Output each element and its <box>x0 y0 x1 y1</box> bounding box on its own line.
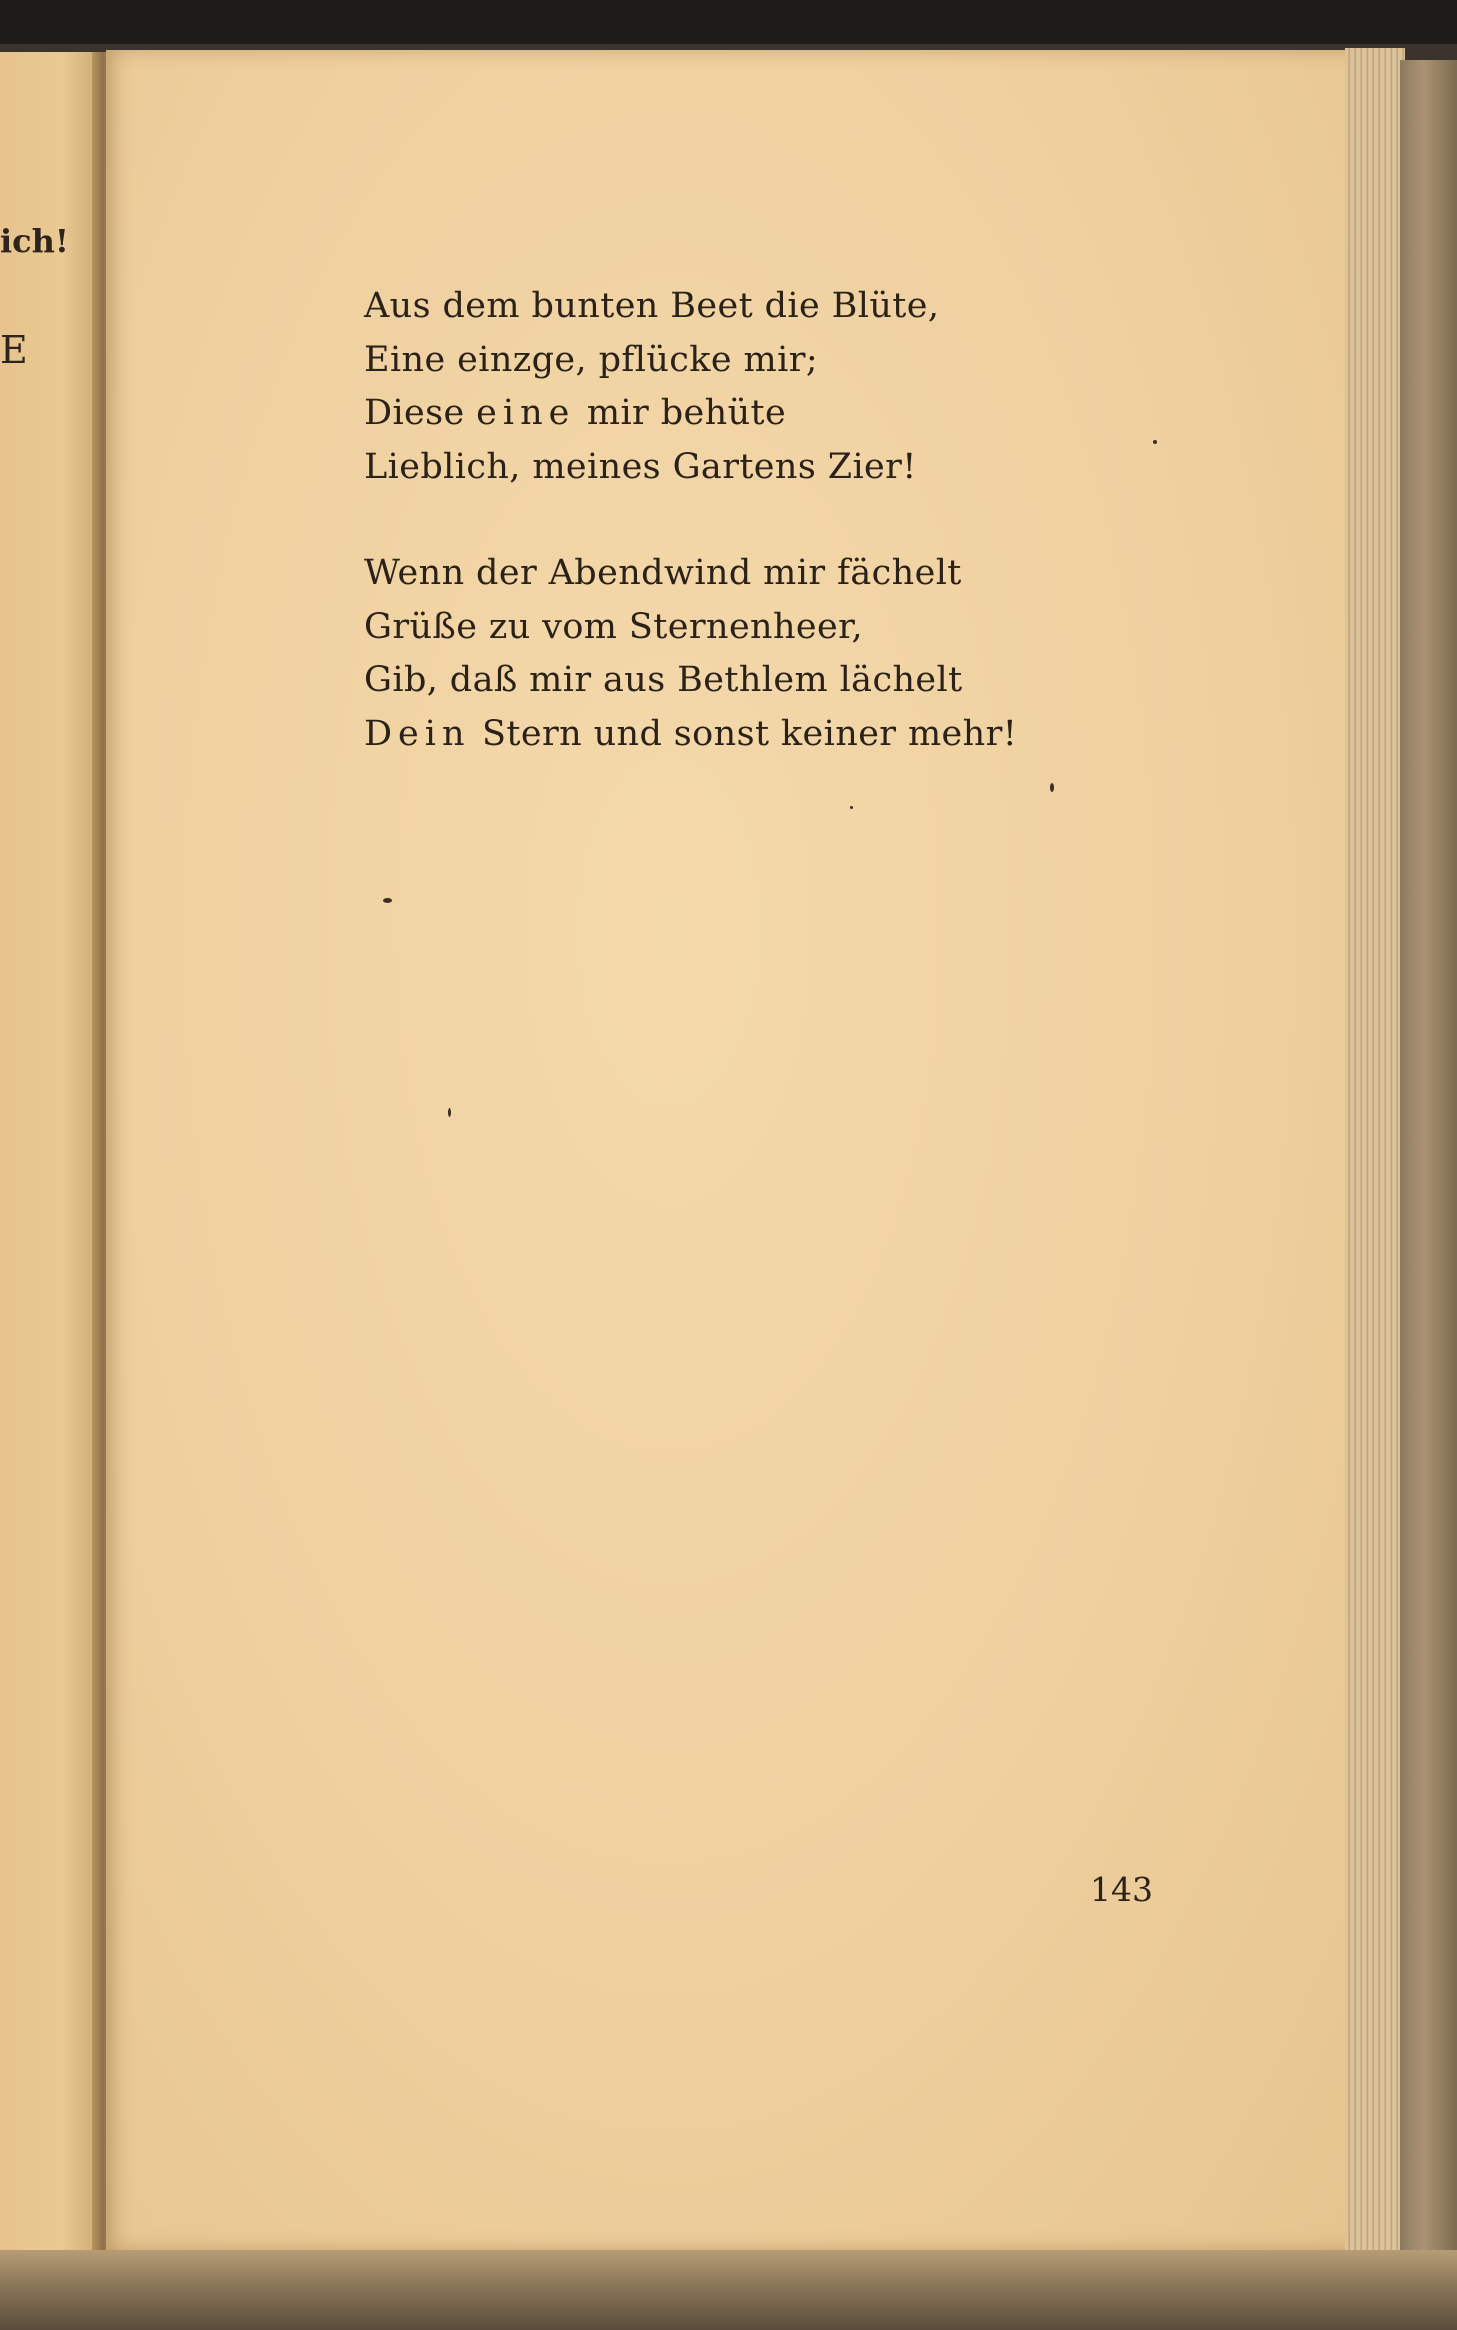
poem-line: Grüße zu vom Sternenheer, <box>364 606 863 647</box>
book-cover-edge <box>1400 60 1457 2300</box>
emphasized-word: eine <box>476 393 576 433</box>
left-page-fragment-second: E <box>0 328 28 372</box>
book-cover-bottom <box>0 2250 1457 2330</box>
poem-line <box>364 387 939 441</box>
page-edges <box>1345 48 1405 2258</box>
poem-line: Gib, daß mir aus Bethlem lächelt <box>364 660 963 700</box>
poem-line <box>364 708 1017 762</box>
paper-speck <box>1050 783 1054 792</box>
poem-line: Eine einzge, pflücke mir; <box>364 339 819 380</box>
poem-line-text: Diese <box>364 393 477 433</box>
paper-speck <box>383 898 392 903</box>
poem-line-text: mir behüte <box>575 393 787 433</box>
left-page-fragment-top: ich! <box>0 222 69 260</box>
poem-line: Wenn der Abendwind mir fächelt <box>364 553 962 593</box>
poem-stanza-1 <box>364 280 939 494</box>
poem-line: Lieblich, meines Gartens Zier! <box>364 446 917 487</box>
left-page <box>0 52 104 2257</box>
poem-line-text: Stern und sonst keiner mehr! <box>470 713 1018 754</box>
page-number: 143 <box>1090 1870 1153 1909</box>
paper-speck <box>850 806 853 809</box>
poem-stanza-2 <box>364 547 1017 761</box>
poem-line: Aus dem bunten Beet die Blüte, <box>364 286 940 326</box>
emphasized-word: Dein <box>364 713 471 754</box>
scan-background-top <box>0 0 1457 44</box>
paper-speck <box>1153 440 1157 444</box>
paper-speck <box>448 1108 451 1117</box>
